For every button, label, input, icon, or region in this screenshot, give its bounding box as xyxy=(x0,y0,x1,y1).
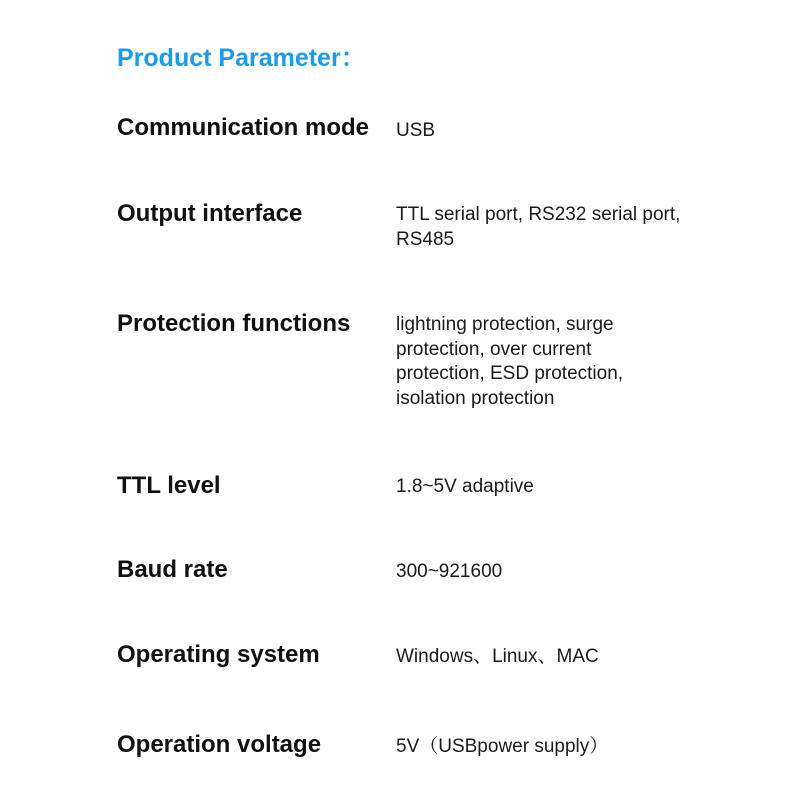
param-value: Windows、Linux、MAC xyxy=(396,646,599,667)
param-value: 1.8~5V adaptive xyxy=(396,476,534,497)
param-value: 5V（USBpower supply） xyxy=(396,736,609,757)
param-value: lightning protection, surge protection, over current protection, ESD protection, isolation protection xyxy=(396,314,624,409)
param-label: TTL level xyxy=(117,472,221,499)
param-label: Baud rate xyxy=(117,556,228,583)
param-value: USB xyxy=(396,120,436,141)
param-label: Communication mode xyxy=(117,114,370,141)
param-value: 300~921600 xyxy=(396,561,503,582)
param-label: Protection functions xyxy=(117,310,351,337)
param-label: Operation voltage xyxy=(117,731,322,758)
param-value: TTL serial port, RS232 serial port, RS485 xyxy=(396,204,681,250)
param-label: Output interface xyxy=(117,200,303,227)
param-label: Operating system xyxy=(117,641,320,668)
page-title: Product Parameter： xyxy=(117,44,366,72)
